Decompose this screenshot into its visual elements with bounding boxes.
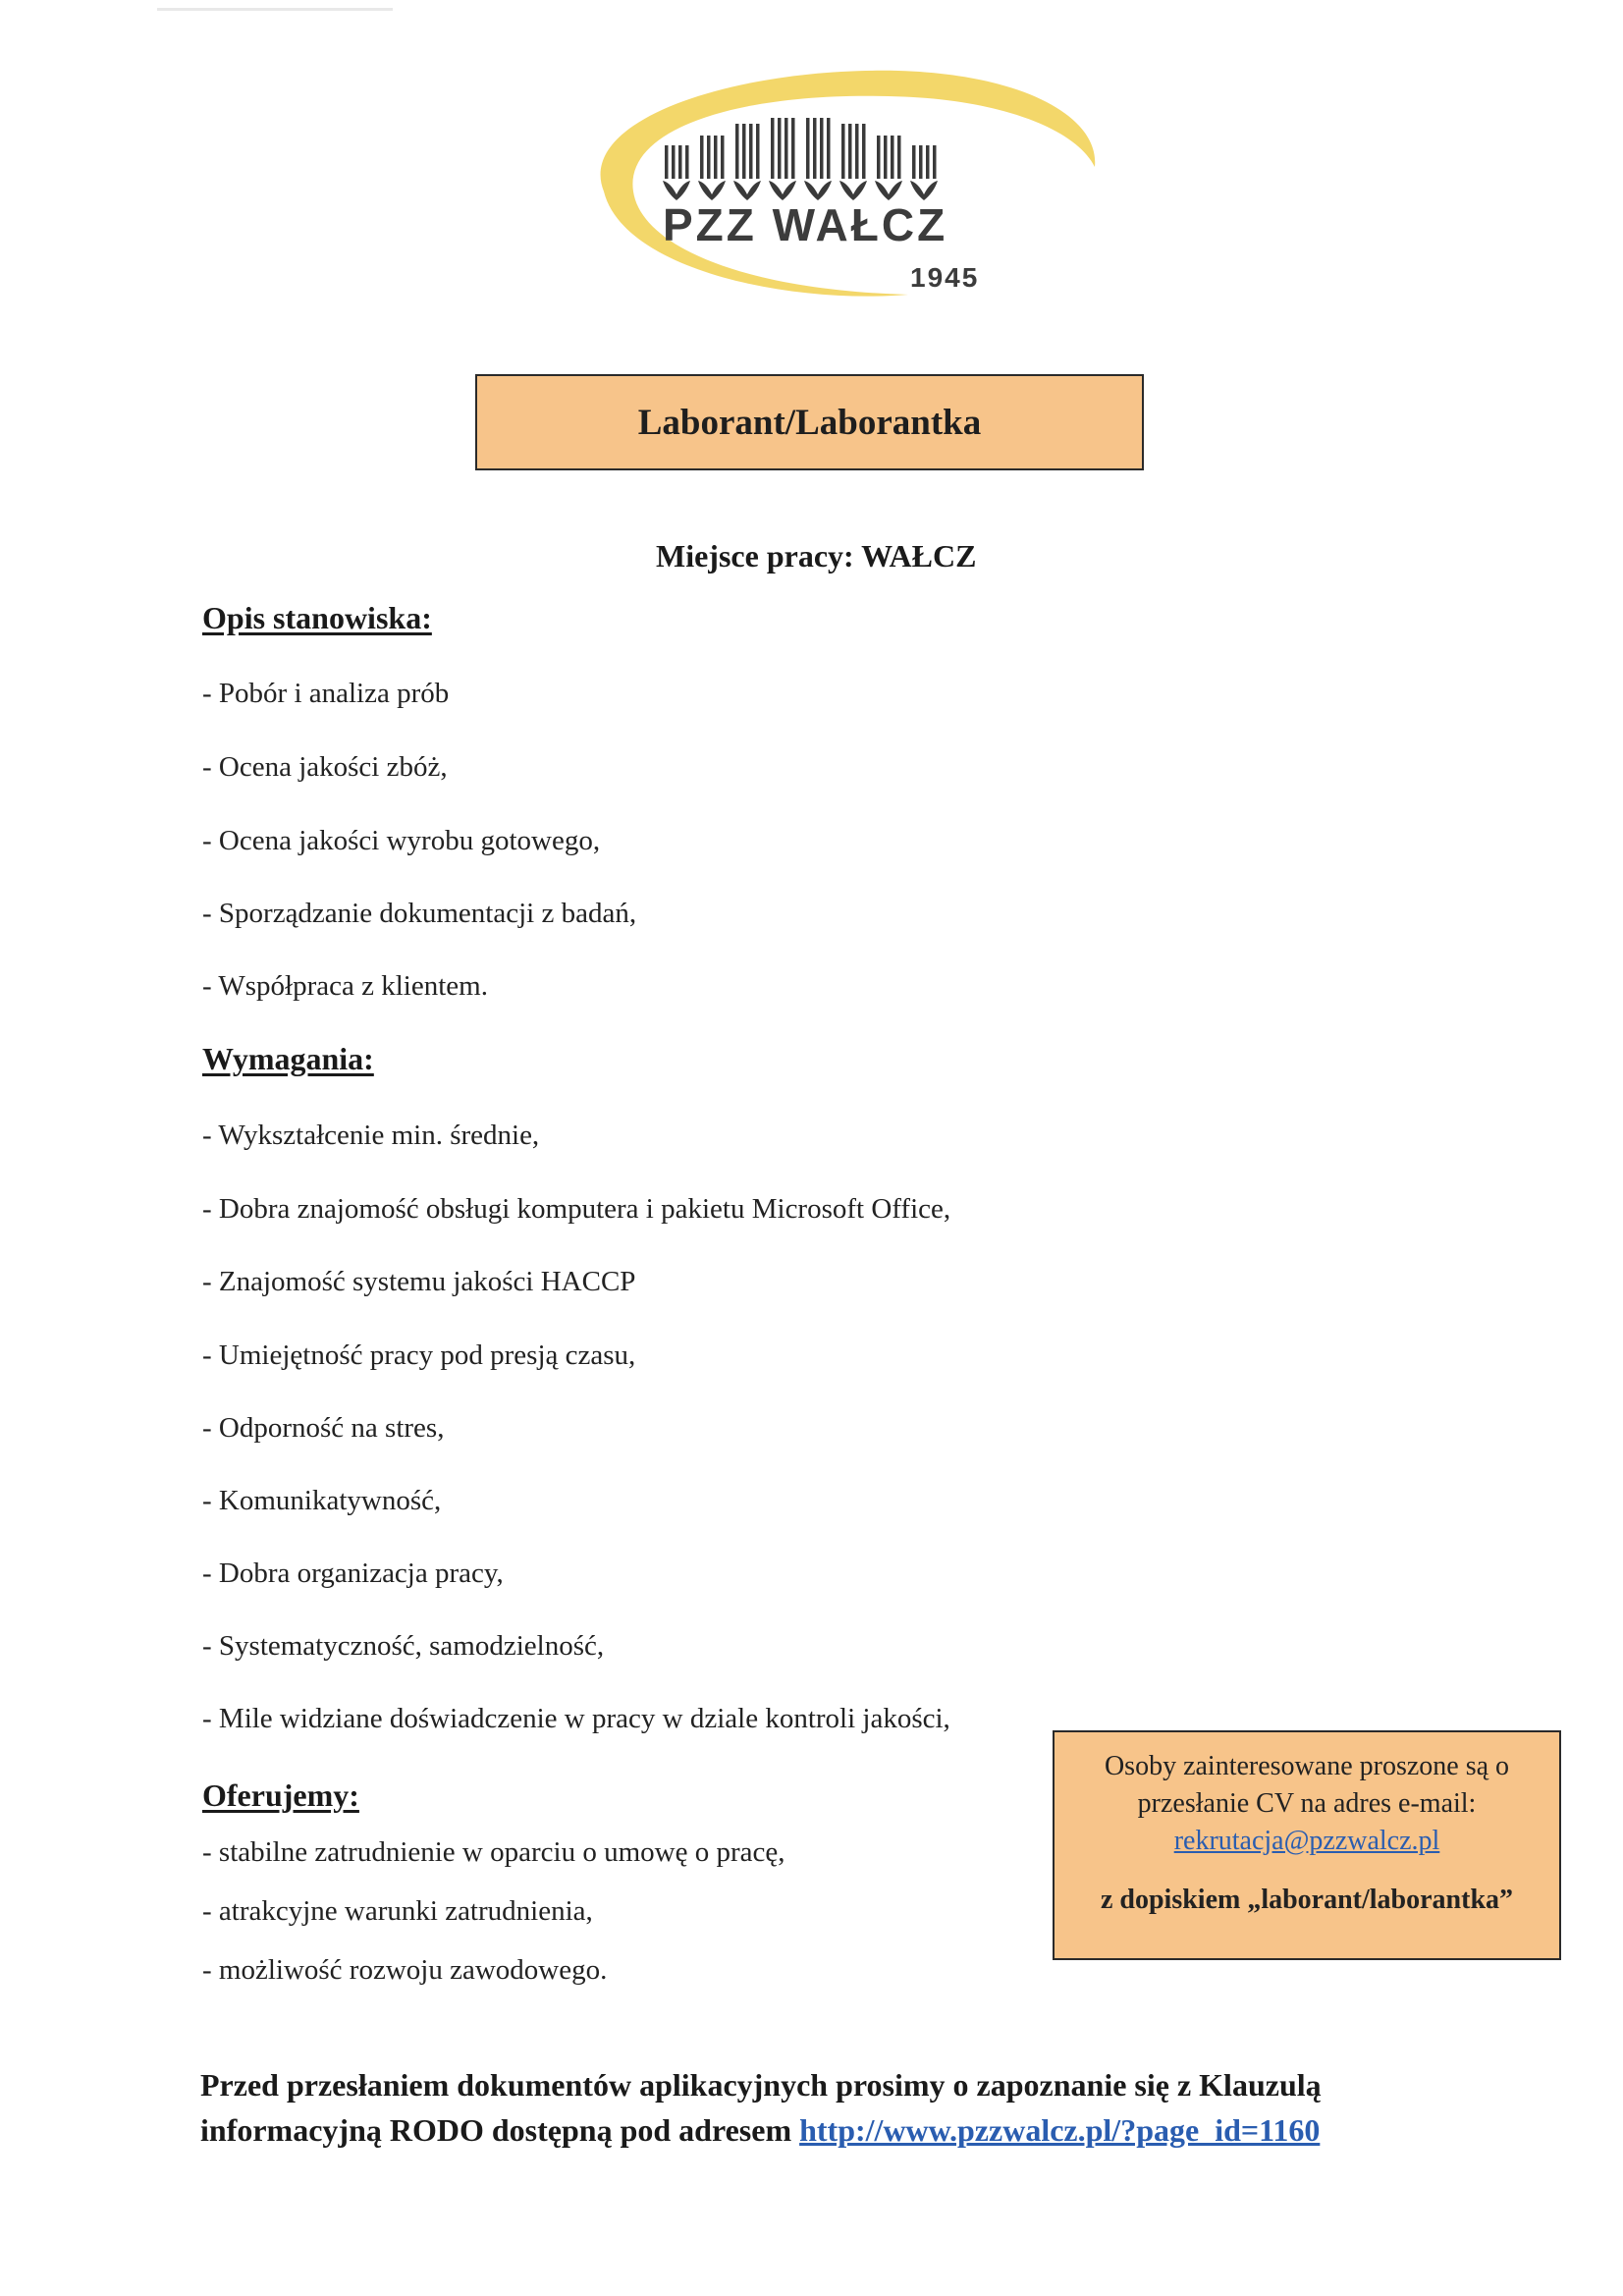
contact-box <box>1053 1730 1561 1960</box>
requirements-heading: Wymagania: <box>202 1041 374 1076</box>
contact-email-link[interactable]: rekrutacja@pzzwalcz.pl <box>1173 1826 1440 1856</box>
logo-year: 1945 <box>910 262 980 293</box>
requirement-item: - Dobra organizacja pracy, <box>202 1558 504 1589</box>
job-title-box <box>475 374 1144 470</box>
requirement-item: - Wykształcenie min. średnie, <box>202 1120 540 1151</box>
requirement-item: - Mile widziane doświadczenie w pracy w dziale kontroli jakości, <box>202 1703 950 1734</box>
requirement-item: - Znajomość systemu jakości HACCP <box>202 1266 636 1297</box>
description-heading: Opis stanowiska: <box>202 600 432 635</box>
description-item: - Sporządzanie dokumentacji z badań, <box>202 898 637 929</box>
logo-ring <box>601 71 1096 297</box>
offer-item: - atrakcyjne warunki zatrudnienia, <box>202 1895 593 1927</box>
company-logo <box>565 59 1124 314</box>
wheat-icon <box>663 118 938 200</box>
gdpr-text-line-1: Przed przesłaniem dokumentów aplikacyjnych prosimy o zapoznanie się z Klauzulą <box>200 2067 1322 2103</box>
gdpr-text-line-2: informacyjną RODO dostępną pod adresem <box>200 2112 792 2148</box>
contact-line-2: przesłanie CV na adres e-mail: <box>1137 1788 1477 1819</box>
requirement-item: - Odporność na stres, <box>202 1412 445 1444</box>
description-item: - Współpraca z klientem. <box>202 970 488 1002</box>
offer-heading: Oferujemy: <box>202 1777 359 1813</box>
workplace: Miejsce pracy: WAŁCZ <box>656 538 977 574</box>
contact-line-1: Osoby zainteresowane proszone są o <box>1104 1751 1510 1781</box>
scan-edge-mark <box>157 8 393 11</box>
description-item: - Ocena jakości zbóż, <box>202 751 448 783</box>
offer-item: - stabilne zatrudnienie w oparciu o umowę o pracę, <box>202 1836 785 1868</box>
requirement-item: - Dobra znajomość obsługi komputera i pakietu Microsoft Office, <box>202 1193 951 1225</box>
contact-note: z dopiskiem „laborant/laborantka” <box>1100 1885 1514 1915</box>
requirement-item: - Komunikatywność, <box>202 1485 442 1516</box>
requirement-item: - Umiejętność pracy pod presją czasu, <box>202 1339 636 1371</box>
description-item: - Ocena jakości wyrobu gotowego, <box>202 825 601 856</box>
requirement-item: - Systematyczność, samodzielność, <box>202 1630 605 1662</box>
offer-item: - możliwość rozwoju zawodowego. <box>202 1954 608 1986</box>
description-item: - Pobór i analiza prób <box>202 678 450 709</box>
job-title: Laborant/Laborantka <box>637 402 982 443</box>
logo-name: PZZ WAŁCZ <box>663 199 948 250</box>
gdpr-notice <box>200 2062 1477 2153</box>
gdpr-link[interactable]: http://www.pzzwalcz.pl/?page_id=1160 <box>799 2112 1321 2148</box>
